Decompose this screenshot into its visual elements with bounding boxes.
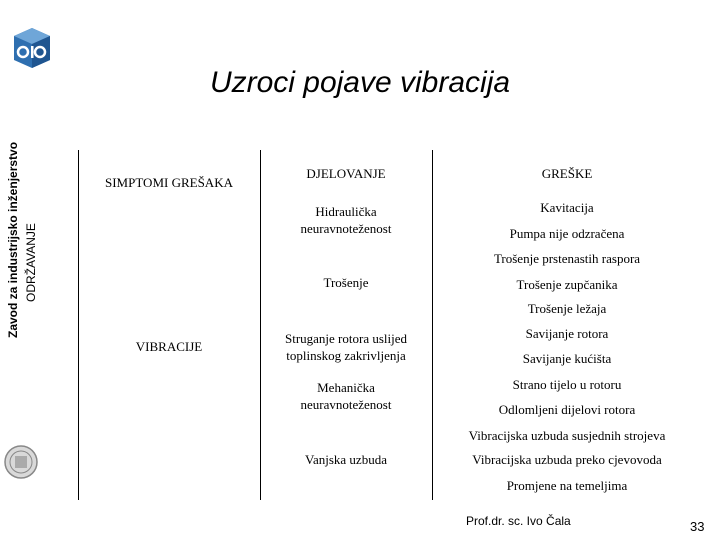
slide-title: Uzroci pojave vibracija xyxy=(209,66,511,99)
fault-pump-not-vented: Pumpa nije odzračena xyxy=(509,226,625,241)
fault-pipeline-excitation: Vibracijska uzbuda preko cjevovoda xyxy=(472,452,662,467)
action-hydraulic-imbalance: Hidraulička neuravnoteženost xyxy=(300,204,392,236)
action-mechanical-imbalance: Mehanička neuravnoteženost xyxy=(300,380,392,412)
header-faults: GREŠKE xyxy=(541,166,593,181)
fault-gear-wear: Trošenje zupčanika xyxy=(516,277,618,292)
fault-casing-bending: Savijanje kućišta xyxy=(522,351,612,366)
sidebar-department: ODRŽAVANJE xyxy=(24,223,38,302)
action-external-excitation: Vanjska uzbuda xyxy=(305,452,387,467)
fault-rotor-bending: Savijanje rotora xyxy=(525,326,609,341)
fault-foundation-changes: Promjene na temeljima xyxy=(506,478,628,493)
action-wear: Trošenje xyxy=(323,275,369,290)
fault-broken-parts: Odlomljeni dijelovi rotora xyxy=(498,402,636,417)
logo-cube-icon xyxy=(8,24,56,72)
institute-logo xyxy=(8,24,56,72)
fault-foreign-body: Strano tijelo u rotoru xyxy=(512,377,622,392)
action-rotor-rubbing: Struganje rotora uslijed toplinskog zakrivljenja xyxy=(284,331,408,363)
sidebar-institute: Zavod za industrijsko inženjerstvo xyxy=(6,141,20,338)
symptom-vibrations: VIBRACIJE xyxy=(135,339,203,354)
page-number: 33 xyxy=(690,519,705,534)
table-divider-mid xyxy=(260,150,261,500)
header-actions: DJELOVANJE xyxy=(306,166,386,181)
table-divider-left xyxy=(78,150,79,500)
university-seal xyxy=(3,444,39,480)
seal-icon xyxy=(3,444,39,480)
author: Prof.dr. sc. Ivo Čala xyxy=(466,514,571,528)
fault-cavitation: Kavitacija xyxy=(540,200,594,215)
fault-neighbor-excitation: Vibracijska uzbuda susjednih strojeva xyxy=(468,428,666,443)
fault-ring-gap-wear: Trošenje prstenastih raspora xyxy=(493,251,641,266)
fault-bearing-wear: Trošenje ležaja xyxy=(527,301,607,316)
header-symptoms: SIMPTOMI GREŠAKA xyxy=(105,175,233,190)
